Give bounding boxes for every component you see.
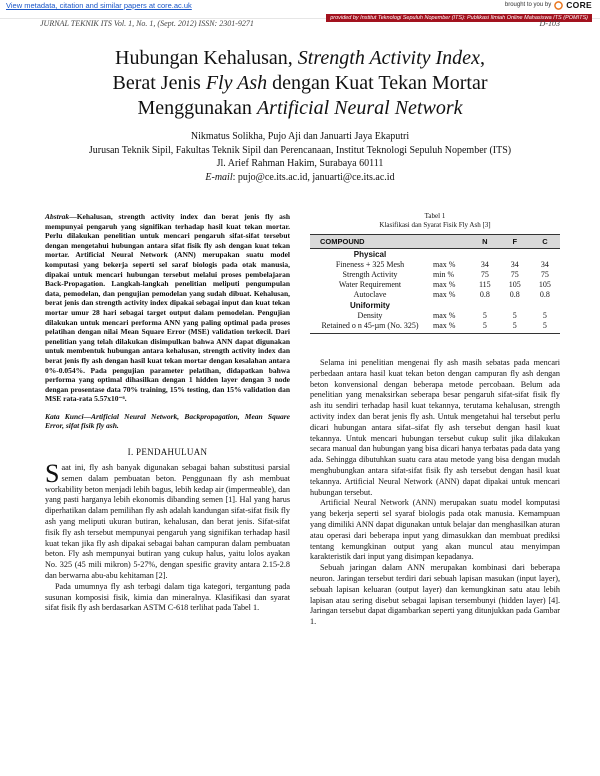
property-cell: Water Requirement [338, 280, 402, 289]
value-f: 105 [508, 280, 521, 289]
right-paragraph-1: Selama ini penelitian mengenai fly ash masih sebatas pada mencari perbedaan antara hasil kuat tekan beton dengan campuran fly ash dengan beton konvensional dengan beberapa metode percobaan. Belum ada penelitian yang menaksirkan seberapa besar pengaruh sifat-sifat fisik fly ash itu sendiri terhadap hasil kuat tekannya, terutama kehalusan, strength activity index dan berat jenis fly ash. Untuk mengetahui hal tersebut perlu dicari hubungan antara sifat–sifat fly ash tersebut dengan hasil kuat tekannya. Untuk mencari hubungan tersebut cukup sulit jika dilakukan secara manual dan hubungan yang bisa dicari hanya terbatas pada data yang ada. Sehingga dibutuhkan suatu cara atau metode yang bisa dengan mudah menghubungkan antara sifat-sifat fisik fly ash tersebut dengan hasil kuat tekannya. Artificial Neural Network (ANN) dapat dipakai untuk mencari hubungan tersebut. [310, 358, 560, 497]
property-cell: Density [357, 311, 383, 320]
core-metadata-link[interactable]: View metadata, citation and similar papers at core.ac.uk [6, 1, 192, 10]
section-heading-intro: I. PENDAHULUAN [127, 447, 208, 458]
group-label: Uniformity [350, 301, 390, 310]
table-group-row [310, 300, 560, 311]
intro-paragraph-2: Pada umumnya fly ash terbagi dalam tiga kategori, tergantung pada susunan komposisi fisik, kimia dan mineralnya. Klasifikasi dan syarat sifat fisik fly ash berdasarkan ASTM C-618 terlihat pada Tabel 1. [45, 581, 290, 613]
header-compound: COMPOUND [310, 235, 430, 249]
core-logo-text: CORE [566, 0, 592, 10]
intro-text [45, 459, 290, 614]
provided-by-badge[interactable]: provided by Institut Teknologi Sepuluh Nopember (ITS): Publikasi Ilmiah Online Mahasiswa ITS (POMITS) [326, 14, 592, 22]
intro-paragraph-1 [45, 459, 290, 582]
property-cell: Fineness + 325 Mesh [335, 260, 405, 269]
table-row [310, 290, 560, 300]
value-c: 5 [530, 321, 560, 334]
value-c: 34 [540, 260, 549, 269]
value-n: 5 [482, 311, 487, 320]
unit-cell: max % [433, 290, 456, 299]
header-f: F [500, 235, 530, 249]
core-top-bar [0, 0, 600, 11]
unit-cell: max % [433, 311, 456, 320]
value-f: 5 [500, 321, 530, 334]
table-number: Tabel 1 [424, 212, 446, 220]
author-block [40, 130, 560, 184]
core-logo-icon [554, 1, 563, 10]
author-affiliation: Jurusan Teknik Sipil, Fakultas Teknik Sipil dan Perencanaan, Institut Teknologi Sepuluh Nopember (ITS) [88, 144, 512, 156]
table-row [310, 311, 560, 321]
table-row [310, 280, 560, 290]
value-f: 5 [512, 311, 517, 320]
value-c: 75 [540, 270, 549, 279]
value-n: 5 [470, 321, 500, 334]
unit-cell: max % [433, 260, 456, 269]
property-cell: Autoclave [353, 290, 387, 299]
intro-paragraph-1-text: aat ini, fly ash banyak digunakan sebagai bahan substitusi parsial semen dalam pembuatan beton. Penggunaan fly ash membuat workability beton menjadi lebih bagus, lebih kedap air (impermeable), dan yang pasti harganya lebih ekonomis dibanding semen [1]. Hal yang harus diperhatikan dalam pemilihan fly ash adalah kandungan sifat-sifat fisik fly ash yang meliputi ukuran butiran, kehalusan, dan berat jenis. Sifat-sifat fisik fly ash tersebut mempunyai pengaruh yang signifikan terhadap hasil kuat tekan jika fly ash dipakai sebagai bahan campuran dalam pembuatan beton. Fly ash mempunyai butiran yang cukup halus, yaitu lolos ayakan No. 325 (45 mili mikron) 5-27%, dengan spesific gravity antara 2.15-2.8 dan berwarna abu-abu kehitaman [2]. [45, 463, 290, 581]
right-paragraph-2: Artificial Neural Network (ANN) merupakan suatu model komputasi yang bekerja seperti sel syaraf biologis pada otak manusia. Kemampuan yang dimiliki ANN dapat digunakan untuk belajar dan menghasilkan aturan atau operasi dari beberapa input yang dimasukkan dan membuat prediksi tentang kemungkinan output yang akan muncul atau menyimpan karakteristik dari input yang disimpan kepadanya. [310, 498, 560, 562]
value-n: 115 [478, 280, 491, 289]
right-paragraph-3: Sebuah jaringan dalam ANN merupakan kombinasi dari beberapa neuron. Jaringan tersebut terdiri dari sebuah lapisan masukan (input layer), sebuah lapisan keluaran (output layer) dan kemungkinan satu atau lebih lapisan atau sering disebut sebagai lapisan tersembunyi (hidden layer) [4]. Jaringan tersebut dapat digambarkan seperti yang ditunjukkan pada Gambar 1. [310, 563, 560, 627]
brought-by-label: brought to you by [504, 2, 552, 8]
title-line-3: Menggunakan Artificial Neural Network [137, 97, 463, 119]
abstract-label: Abstrak [45, 212, 70, 221]
table-row [310, 260, 560, 270]
title-line-1: Hubungan Kehalusan, Strength Activity Index, [115, 47, 485, 69]
keywords: Kata Kunci—Artificial Neural Network, Backpropagation, Mean Square Error, sifat fisik fly ash. [45, 411, 290, 431]
core-brand[interactable] [505, 0, 592, 10]
drop-cap: S [45, 459, 60, 489]
paper-title [40, 46, 560, 121]
table-caption [310, 212, 560, 230]
journal-running-header [40, 20, 560, 28]
table-row [310, 270, 560, 280]
author-names: Nikmatus Solikha, Pujo Aji dan Januarti Jaya Ekaputri [190, 131, 410, 142]
value-n: 0.8 [479, 290, 490, 299]
unit-cell: min % [433, 270, 455, 279]
header-c: C [530, 235, 560, 249]
abstract [45, 212, 290, 404]
unit-cell: max % [430, 321, 470, 334]
value-f: 0.8 [509, 290, 520, 299]
page-number: D-103 [539, 20, 560, 28]
unit-cell: max % [433, 280, 456, 289]
email-addresses[interactable]: : pujo@ce.its.ac.id, januarti@ce.its.ac.id [232, 171, 395, 183]
title-line-2: Berat Jenis Fly Ash dengan Kuat Tekan Mortar [112, 72, 488, 94]
right-column-text [310, 358, 560, 628]
journal-info: JURNAL TEKNIK ITS Vol. 1, No. 1, (Sept. 2012) ISSN: 2301-9271 [40, 20, 254, 28]
value-n: 34 [480, 260, 489, 269]
header-unit [430, 235, 470, 249]
property-cell: Retained o n 45-µm (No. 325) [310, 321, 430, 334]
email-label: E-mail [205, 171, 233, 183]
right-column [310, 212, 560, 628]
value-c: 5 [542, 311, 547, 320]
property-cell: Strength Activity [342, 270, 398, 279]
value-f: 34 [510, 260, 519, 269]
table-group-row [310, 249, 560, 261]
author-address: Jl. Arief Rahman Hakim, Surabaya 60111 [216, 158, 384, 169]
table-header-row [310, 235, 560, 249]
group-label: Physical [353, 250, 387, 259]
value-n: 75 [480, 270, 489, 279]
abstract-text: —Kehalusan, strength activity index dan berat jenis fly ash mempunyai pengaruh yang signifikan terhadap hasil kuat tekan mortar. Perlu dilakukan penelitian untuk mencari pengaruh sifat-sifat tersebut dengan mengetahui hubungan antara sifat fisik fly ash dengan kuat tekan mortar. Artificial Neural Network (ANN) merupakan suatu model komputasi yang bekerja seperti sel saraf biologis pada otak manusia, dipakai untuk mencari hubungan tersebut melalui proses pembelajaran Back-Propagation. Langkah-langkah penelitian meliputi pengumpulan data, pemodelan, dan pengujian pemodelan yang sudah dibuat. Kehalusan, berat jenis dan strength activity index dipakai sebagai input dan kuat tekan mortar umur 28 hari sebagai target output dalam pemodelan. Pengujian dilakukan untuk mencari performa ANN yang paling optimal pada proses pelatihan dengan nilai Mean Square Error (MSE) validation terkecil. Dari penelitian yang telah dilakukan disimpulkan bahwa ANN dapat digunakan untuk membentuk hubungan antara kehalusan, strength activity index dan berat jenis fly ash dengan hasil kuat tekan mortar dengan kesalahan antara 0%-0.054%. Pada pengujian parameter pelatihan, didapatkan bahwa performa yang optimal dihasilkan dengan 1 hidden layer dengan 3 node dengan prosentase data 70% training, 15% testing, dan 15% validation dan MSE rata-rata 5.57x10⁻⁶. [45, 212, 290, 404]
table-title: Klasifikasi dan Syarat Fisik Fly Ash [3] [379, 221, 491, 229]
author-email [40, 171, 560, 185]
table-row [310, 321, 560, 334]
value-c: 105 [538, 280, 551, 289]
value-f: 75 [510, 270, 519, 279]
value-c: 0.8 [539, 290, 550, 299]
header-n: N [470, 235, 500, 249]
flyash-properties-table [310, 234, 560, 334]
left-column [45, 212, 290, 614]
